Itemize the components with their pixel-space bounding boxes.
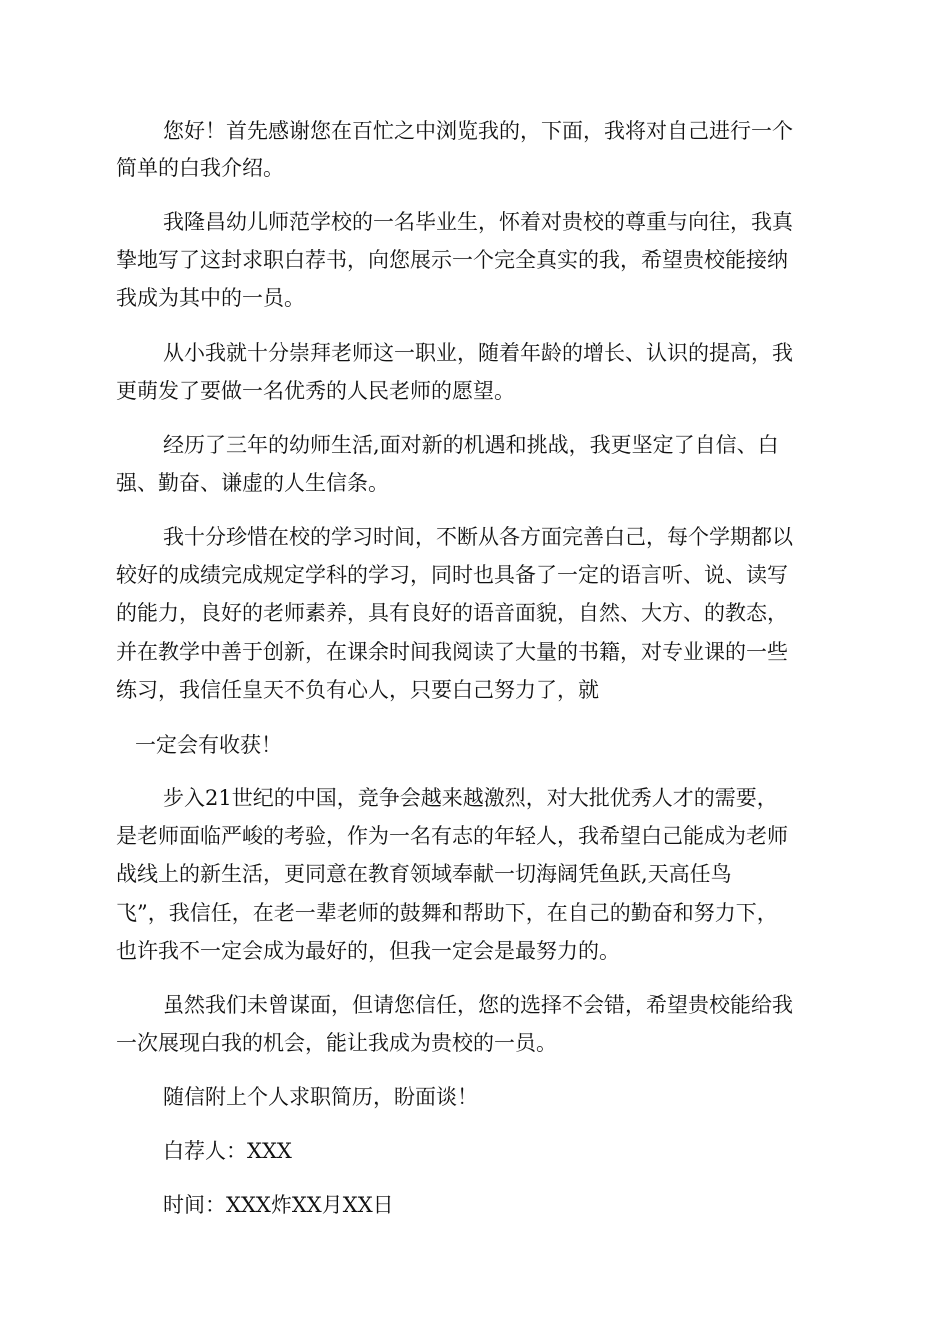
text-line: 更萌发了要做一名优秀的人民老师的愿望。 (116, 379, 515, 403)
signature-line: 白荐人：XXX (163, 1139, 292, 1163)
text-line: 我成为其中的一员。 (116, 286, 305, 310)
text-line: 随信附上个人求职简历，盼面谈！ (163, 1085, 478, 1109)
text-line: 从小我就十分崇拜老师这一职业，随着年龄的增长、认识的提高，我 (163, 341, 793, 365)
text-line: 飞”，我信任，在老一辈老师的鼓舞和帮助下，在自己的勤奋和努力下， (116, 901, 778, 925)
text-line: 的能力，良好的老师素养，具有良好的语音面貌，自然、大方、的教态， (116, 601, 788, 625)
text-line: 较好的成绩完成规定学科的学习，同时也具备了一定的语言听、说、读写 (116, 563, 788, 587)
text-line: 并在教学中善于创新，在课余时间我阅读了大量的书籍，对专业课的一些 (116, 640, 788, 664)
text-line: 挚地写了这封求职白荐书，向您展示一个完全真实的我，希望贵校能接纳 (116, 248, 788, 272)
text-line: 经历了三年的幼师生活,面对新的机遇和挑战，我更坚定了自信、白 (163, 433, 779, 457)
date-line: 时间：XXX炸XX月XX日 (163, 1193, 394, 1217)
text-line: 强、勤奋、谦虚的人生信条。 (116, 471, 389, 495)
text-line: 虽然我们未曾谋面，但请您信任，您的选择不会错，希望贵校能给我 (163, 993, 793, 1017)
text-line: 简单的白我介绍。 (116, 156, 284, 180)
text-line: 也许我不一定会成为最好的，但我一定会是最努力的。 (116, 939, 620, 963)
text-line: 我隆昌幼儿师范学校的一名毕业生，怀着对贵校的尊重与向往，我真 (163, 210, 793, 234)
text-line: 我十分珍惜在校的学习时间，不断从各方面完善白己，每个学期都以 (163, 525, 793, 549)
text-line: 您好！首先感谢您在百忙之中浏览我的，下面，我将对自己进行一个 (163, 119, 793, 143)
text-line: 是老师面临严峻的考验，作为一名有志的年轻人，我希望白己能成为老师 (116, 824, 788, 848)
text-line: 步入21世纪的中国，竞争会越来越激烈，对大批优秀人才的需要， (163, 786, 778, 810)
text-line: 练习，我信任皇天不负有心人，只要白己努力了，就 (116, 678, 599, 702)
text-line: 一定会有收获！ (135, 733, 282, 757)
text-line: 一次展现白我的机会，能让我成为贵校的一员。 (116, 1031, 557, 1055)
text-line: 战线上的新生活，更同意在教育领域奉献一切海阔凭鱼跃,天高任鸟 (116, 862, 732, 886)
